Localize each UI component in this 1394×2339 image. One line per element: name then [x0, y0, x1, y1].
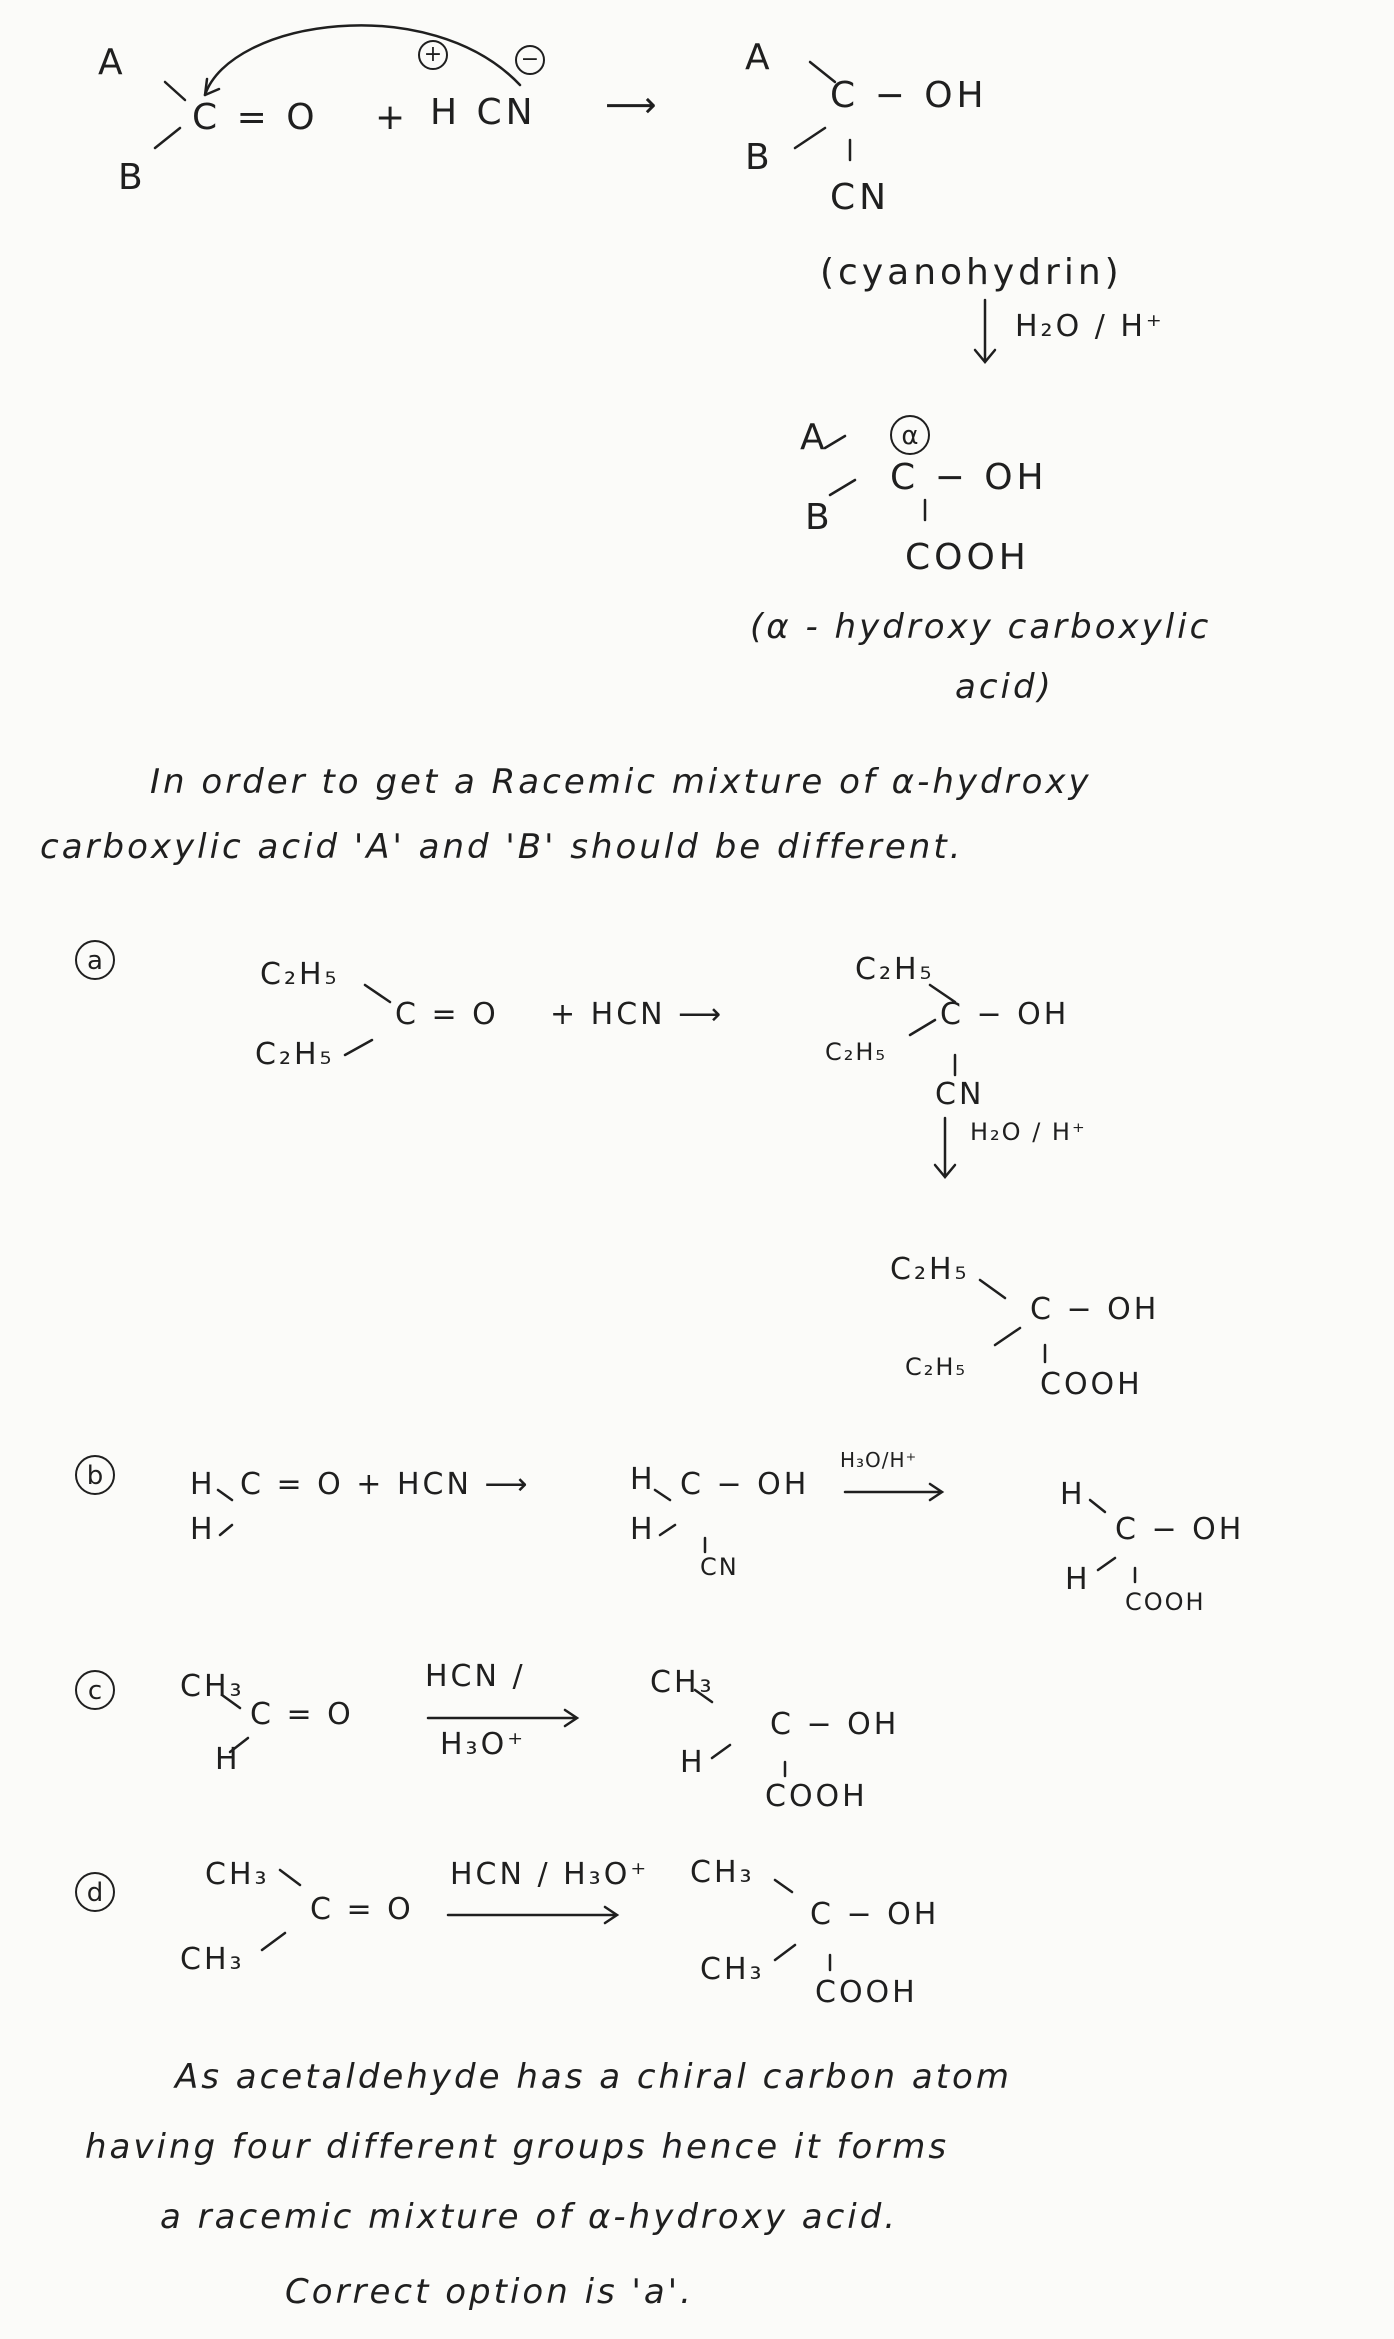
option-a-final-r2: C₂H₅ — [905, 1353, 968, 1381]
option-d-label: d — [75, 1872, 115, 1912]
option-a-reagent: + HCN ⟶ — [550, 997, 725, 1032]
acid-group-a: A — [800, 417, 829, 458]
option-a-carbonyl: C = O — [395, 997, 499, 1032]
option-b-h1: H — [190, 1467, 216, 1502]
option-b-label: b — [75, 1455, 115, 1495]
option-b-product-cn: CN — [700, 1553, 739, 1581]
option-c-r2: H — [215, 1742, 241, 1777]
option-c-product-r2: H — [680, 1745, 706, 1780]
conclusion-line1: As acetaldehyde has a chiral carbon atom — [175, 2057, 1012, 2097]
reaction-arrow: ⟶ — [605, 85, 661, 126]
option-d-product-coh: C − OH — [810, 1897, 940, 1932]
product-group-b: B — [745, 137, 774, 178]
option-c-r1: CH₃ — [180, 1669, 245, 1704]
acid-c-oh: C − OH — [890, 457, 1048, 498]
option-a-final-coh: C − OH — [1030, 1292, 1160, 1327]
option-a-product-cn: CN — [935, 1077, 985, 1112]
option-b-final-h1: H — [1060, 1477, 1086, 1512]
option-a-hydrolysis: H₂O / H⁺ — [970, 1118, 1087, 1146]
product-cn: CN — [830, 177, 891, 218]
option-b-product-h1: H — [630, 1462, 656, 1497]
option-c-label: c — [75, 1670, 115, 1710]
conclusion-line2: having four different groups hence it forms — [85, 2127, 950, 2167]
option-d-product-r1: CH₃ — [690, 1855, 755, 1890]
option-d-reagent: HCN / H₃O⁺ — [450, 1857, 650, 1892]
option-a-product-r2: C₂H₅ — [825, 1038, 888, 1066]
acid-name-line1: (α - hydroxy carboxylic — [750, 607, 1212, 647]
option-c-reagent-bottom: H₃O⁺ — [440, 1727, 527, 1762]
option-a-r1: C₂H₅ — [260, 957, 340, 992]
positive-charge-icon: + — [418, 40, 448, 70]
option-a-label: a — [75, 940, 115, 980]
carbonyl-group: C = O — [192, 97, 319, 138]
negative-charge-icon: − — [515, 45, 545, 75]
option-c-reagent-top: HCN / — [425, 1659, 526, 1694]
conclusion-line3: a racemic mixture of α-hydroxy acid. — [160, 2197, 899, 2237]
option-c-carbonyl: C = O — [250, 1697, 354, 1732]
option-a-final-r1: C₂H₅ — [890, 1252, 970, 1287]
hcn-reagent: H CN — [430, 92, 537, 133]
acid-cooh: COOH — [905, 537, 1030, 578]
option-b-final-coh: C − OH — [1115, 1512, 1245, 1547]
product-group-a: A — [745, 37, 774, 78]
product-c-oh: C − OH — [830, 75, 988, 116]
option-a-product-coh: C − OH — [940, 997, 1070, 1032]
option-b-final-h2: H — [1065, 1562, 1091, 1597]
alpha-carbon-marker: α — [890, 415, 930, 455]
option-a-product-r1: C₂H₅ — [855, 952, 935, 987]
cyanohydrin-label: (cyanohydrin) — [820, 252, 1123, 293]
option-d-carbonyl: C = O — [310, 1892, 414, 1927]
option-b-h2: H — [190, 1512, 216, 1547]
option-b-product-coh: C − OH — [680, 1467, 810, 1502]
reactant-group-a: A — [98, 42, 127, 83]
option-b-product-h2: H — [630, 1512, 656, 1547]
option-a-final-cooh: COOH — [1040, 1367, 1143, 1402]
option-b-reagent: H₃O/H⁺ — [840, 1448, 918, 1472]
option-d-r2: CH₃ — [180, 1942, 245, 1977]
statement-line1: In order to get a Racemic mixture of α-hydroxy — [150, 762, 1092, 802]
option-d-r1: CH₃ — [205, 1857, 270, 1892]
plus-sign: + — [375, 97, 410, 138]
reactant-group-b: B — [118, 157, 147, 198]
conclusion-line4: Correct option is 'a'. — [285, 2272, 694, 2312]
hydrolysis-reagent: H₂O / H⁺ — [1015, 309, 1165, 344]
option-d-product-cooh: COOH — [815, 1975, 918, 2010]
acid-name-line2: acid) — [955, 667, 1054, 707]
option-c-product-coh: C − OH — [770, 1707, 900, 1742]
option-d-product-r2: CH₃ — [700, 1952, 765, 1987]
statement-line2: carboxylic acid 'A' and 'B' should be different. — [40, 827, 964, 867]
option-b-carbonyl: C = O + HCN ⟶ — [240, 1467, 531, 1502]
option-b-final-cooh: COOH — [1125, 1588, 1206, 1616]
option-c-product-r1: CH₃ — [650, 1665, 715, 1700]
acid-group-b: B — [805, 497, 834, 538]
option-a-r2: C₂H₅ — [255, 1037, 335, 1072]
option-c-product-cooh: COOH — [765, 1779, 868, 1814]
